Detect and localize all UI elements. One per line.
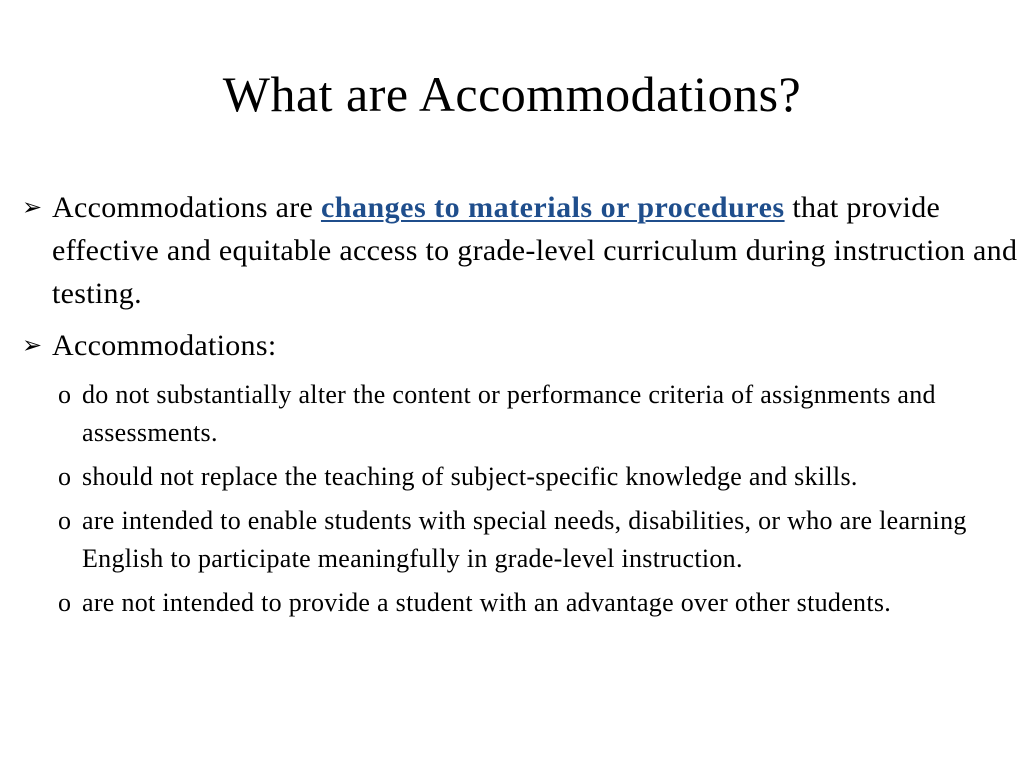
circle-bullet-icon: o <box>58 506 72 535</box>
circle-bullet-icon: o <box>58 380 72 409</box>
bullet-item-definition <box>18 186 1018 315</box>
sub-bullet-text: are intended to enable students with special needs, disabilities, or who are learning English to participate meaningfully in grade-level instruction. <box>82 506 967 573</box>
sub-bullet-text: are not intended to provide a student with an advantage over other students. <box>82 588 892 617</box>
sub-bullet-item <box>18 584 1018 622</box>
definition-text-end: that provide effective and equitable access to grade-level curriculum during instruction and testing. <box>52 191 1018 310</box>
definition-text-start: Accommodations are <box>52 191 321 224</box>
sub-bullet-item <box>18 502 1018 578</box>
accommodations-heading: Accommodations: <box>52 329 277 362</box>
sub-bullet-item <box>18 458 1018 496</box>
arrow-bullet-icon: ➢ <box>22 331 43 359</box>
circle-bullet-icon: o <box>58 588 72 617</box>
definition-link[interactable]: changes to materials or procedures <box>320 191 785 224</box>
bullet-item-accommodations <box>18 324 1018 367</box>
sub-bullet-item <box>18 376 1018 452</box>
sub-bullet-text: do not substantially alter the content or performance criteria of assignments and assessments. <box>82 380 936 447</box>
circle-bullet-icon: o <box>58 462 72 491</box>
sub-bullet-text: should not replace the teaching of subject-specific knowledge and skills. <box>82 462 858 491</box>
slide-title: What are Accommodations? <box>222 66 802 122</box>
slide-content <box>18 186 1018 628</box>
arrow-bullet-icon: ➢ <box>22 193 43 221</box>
